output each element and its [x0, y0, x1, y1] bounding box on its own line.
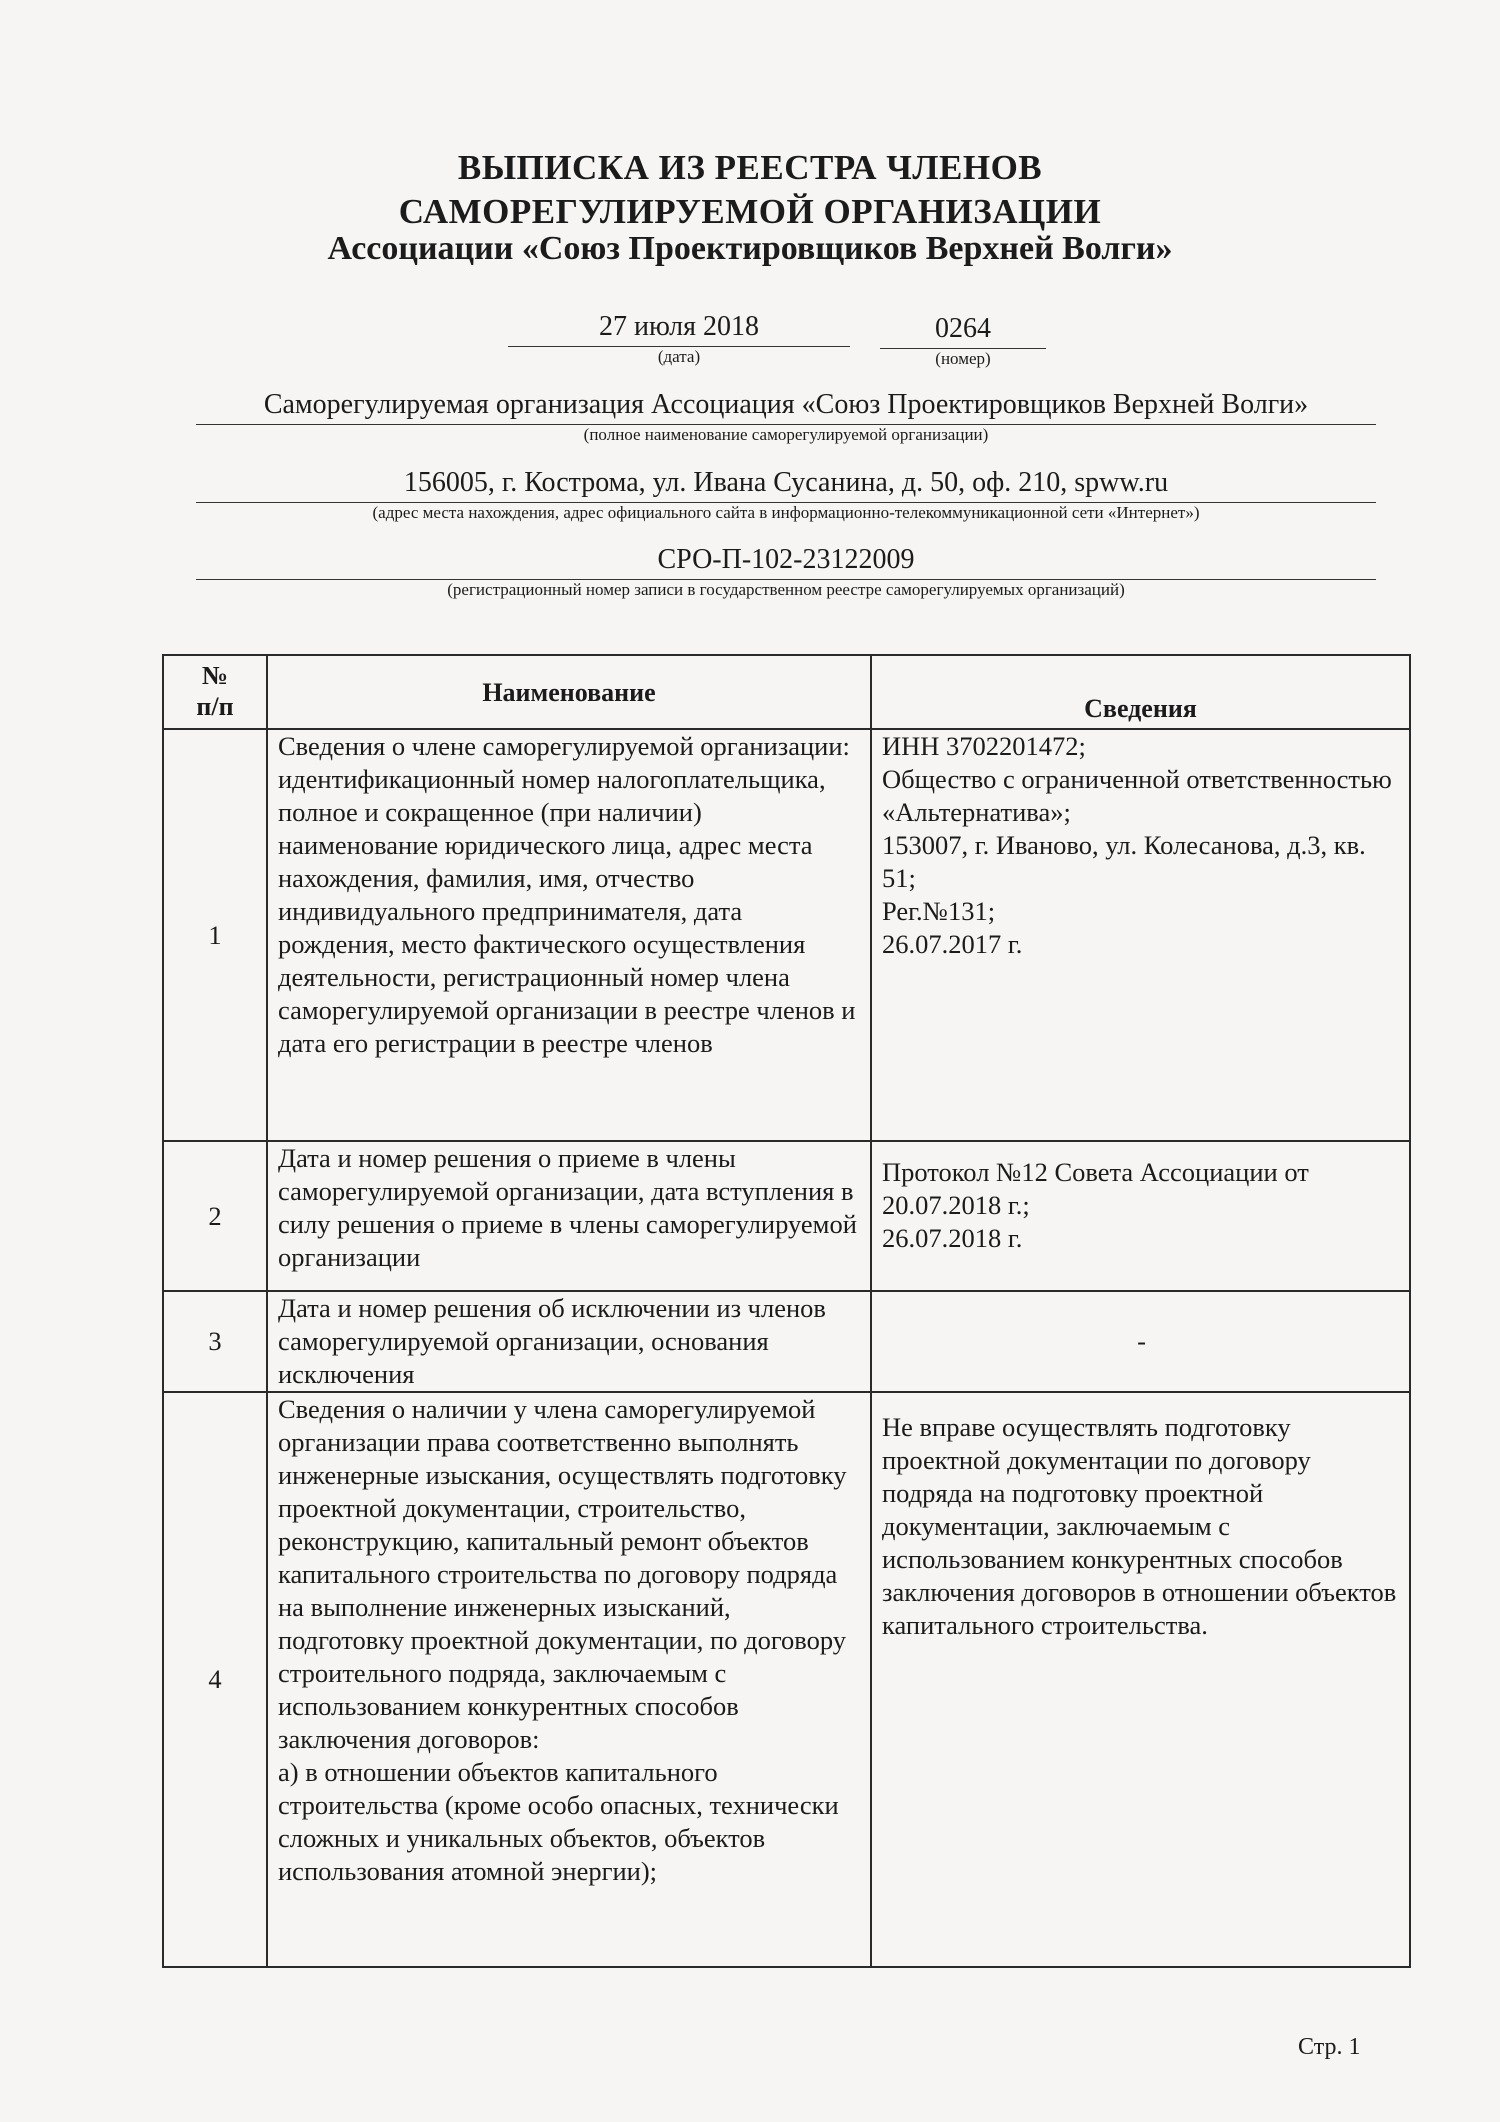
reg-number-caption: (регистрационный номер записи в государственном реестре саморегулируемых организаций) — [447, 580, 1125, 599]
table-row — [163, 1291, 1410, 1392]
col-header-num: № п/п — [163, 655, 267, 729]
row-name: Сведения о наличии у члена саморегулируемой организации права соответственно выполнять инженерные изыскания, осуществлять подготовку проектной документации, строительство, реконструкцию, капитальный ремонт объектов капитального строительства по договору подряда на выполнение инженерных изысканий, подготовку проектной документации, по договору строительного подряда, заключаемым с использованием конкурентных способов заключения договоров: а) в отношении объектов капитального строительства (кроме особо опасных, технически сложных и уникальных объектов, объектов использования атомной энергии); — [267, 1392, 871, 1967]
reg-number-value: СРО-П-102-23122009 — [657, 544, 915, 575]
row-number: 1 — [163, 729, 267, 1141]
table-row — [163, 729, 1410, 1141]
row-info: Не вправе осуществлять подготовку проектной документации по договору подряда на подготовку проектной документации, заключаемым с использованием конкурентных способов заключения договоров в отношении объектов капитального строительства. — [871, 1392, 1410, 1967]
row-name: Дата и номер решения о приеме в члены саморегулируемой организации, дата вступления в силу решения о приеме в члены саморегулируемой организации — [267, 1141, 871, 1291]
col-header-info: Сведения — [871, 655, 1410, 729]
page-number: Стр. 1 — [1298, 2034, 1361, 2060]
table-row — [163, 1392, 1410, 1967]
row-info: - — [871, 1291, 1410, 1392]
col-header-name: Наименование — [267, 655, 871, 729]
document-title-line2: САМОРЕГУЛИРУЕМОЙ ОРГАНИЗАЦИИ — [398, 192, 1102, 231]
org-name-field — [196, 390, 1376, 444]
registry-table — [162, 654, 1411, 1968]
number-caption: (номер) — [935, 349, 991, 368]
reg-number-field — [196, 545, 1376, 599]
table-row — [163, 1141, 1410, 1291]
row-number: 4 — [163, 1392, 267, 1967]
document-title-line1: ВЫПИСКА ИЗ РЕЕСТРА ЧЛЕНОВ — [457, 148, 1043, 187]
address-caption: (адрес места нахождения, адрес официального сайта в информационно-телекоммуникационной сети «Интернет») — [372, 503, 1200, 522]
row-name: Дата и номер решения об исключении из членов саморегулируемой организации, основания исключения — [267, 1291, 871, 1392]
row-info: Протокол №12 Совета Ассоциации от 20.07.2018 г.; 26.07.2018 г. — [871, 1141, 1410, 1291]
table-header-row — [163, 655, 1410, 729]
date-value: 27 июля 2018 — [598, 311, 760, 342]
date-field — [508, 312, 850, 366]
row-info: ИНН 3702201472; Общество с ограниченной ответственностью «Альтернатива»; 153007, г. Иваново, ул. Колесанова, д.3, кв. 51; Рег.№131; 26.07.2017 г. — [871, 729, 1410, 1141]
row-number: 2 — [163, 1141, 267, 1291]
org-name-value: Саморегулируемая организация Ассоциация «Союз Проектировщиков Верхней Волги» — [263, 389, 1309, 420]
number-field — [880, 314, 1046, 368]
address-value: 156005, г. Кострома, ул. Ивана Сусанина, д. 50, оф. 210, spww.ru — [403, 467, 1169, 498]
document-title-line3: Ассоциации «Союз Проектировщиков Верхней Волги» — [327, 230, 1173, 267]
row-number: 3 — [163, 1291, 267, 1392]
row-name: Сведения о члене саморегулируемой организации: идентификационный номер налогоплательщика, полное и сокращенное (при наличии) наименование юридического лица, адрес места нахождения, фамилия, имя, отчество индивидуального предпринимателя, дата рождения, место фактического осуществления деятельности, регистрационный номер члена саморегулируемой организации в реестре членов и дата его регистрации в реестре членов — [267, 729, 871, 1141]
org-name-caption: (полное наименование саморегулируемой организации) — [583, 425, 989, 444]
number-value: 0264 — [935, 313, 991, 344]
date-caption: (дата) — [657, 347, 701, 366]
address-field — [196, 468, 1376, 522]
